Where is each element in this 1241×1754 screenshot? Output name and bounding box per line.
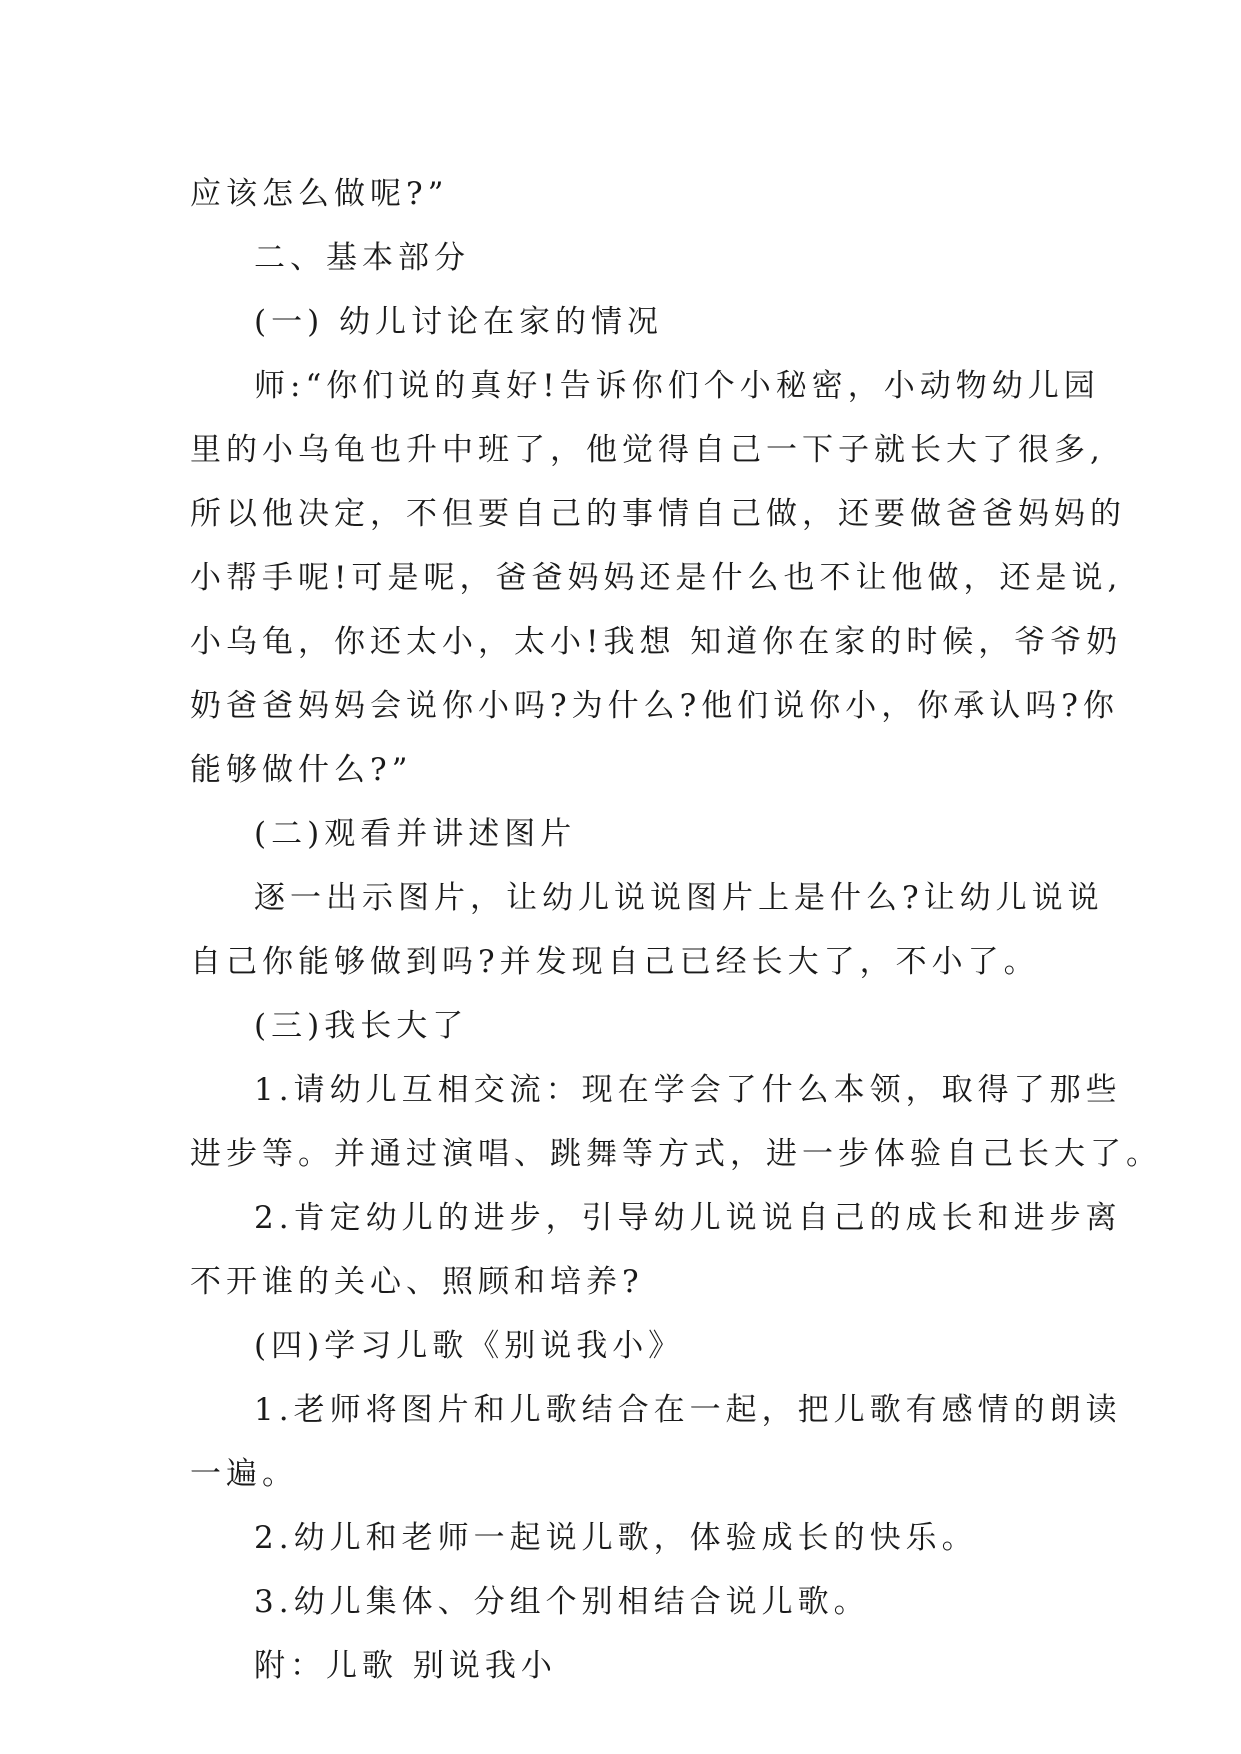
text-line: 应该怎么做呢?” bbox=[190, 176, 449, 212]
text-line: 奶爸爸妈妈会说你小吗?为什么?他们说你小，你承认吗?你 bbox=[190, 688, 1119, 724]
text-line: 逐一出示图片，让幼儿说说图片上是什么?让幼儿说说 bbox=[254, 880, 1104, 916]
list-item: 1.老师将图片和儿歌结合在一起，把儿歌有感情的朗读 bbox=[254, 1392, 1122, 1428]
appendix-heading: 附：儿歌 别说我小 bbox=[254, 1648, 557, 1684]
subsection-heading: (三)我长大了 bbox=[254, 1008, 469, 1044]
list-item: 3.幼儿集体、分组个别相结合说儿歌。 bbox=[254, 1584, 870, 1620]
text-line: 一遍。 bbox=[190, 1456, 298, 1492]
list-item: 2.肯定幼儿的进步，引导幼儿说说自己的成长和进步离 bbox=[254, 1200, 1122, 1236]
list-item: 2.幼儿和老师一起说儿歌，体验成长的快乐。 bbox=[254, 1520, 978, 1556]
subsection-heading: (一) 幼儿讨论在家的情况 bbox=[254, 304, 664, 340]
text-line: 自己你能够做到吗?并发现自己已经长大了，不小了。 bbox=[190, 944, 1040, 980]
text-line: 师:“你们说的真好!告诉你们个小秘密，小动物幼儿园 bbox=[254, 368, 1100, 404]
text-line: 里的小乌龟也升中班了，他觉得自己一下子就长大了很多, bbox=[190, 432, 1105, 468]
text-line: 小帮手呢!可是呢，爸爸妈妈还是什么也不让他做，还是说, bbox=[190, 560, 1123, 596]
text-line: 所以他决定，不但要自己的事情自己做，还要做爸爸妈妈的 bbox=[190, 496, 1126, 532]
list-item: 1.请幼儿互相交流：现在学会了什么本领，取得了那些 bbox=[254, 1072, 1122, 1108]
document-body bbox=[190, 162, 1162, 1698]
subsection-heading: (四)学习儿歌《别说我小》 bbox=[254, 1328, 685, 1364]
text-line: 不开谁的关心、照顾和培养? bbox=[190, 1264, 644, 1300]
section-heading: 二、基本部分 bbox=[254, 240, 470, 276]
text-line: 能够做什么?” bbox=[190, 752, 413, 788]
text-line: 小乌龟，你还太小，太小!我想 知道你在家的时候，爷爷奶 bbox=[190, 624, 1123, 660]
subsection-heading: (二)观看并讲述图片 bbox=[254, 816, 577, 852]
text-line: 进步等。并通过演唱、跳舞等方式，进一步体验自己长大了。 bbox=[190, 1136, 1162, 1172]
